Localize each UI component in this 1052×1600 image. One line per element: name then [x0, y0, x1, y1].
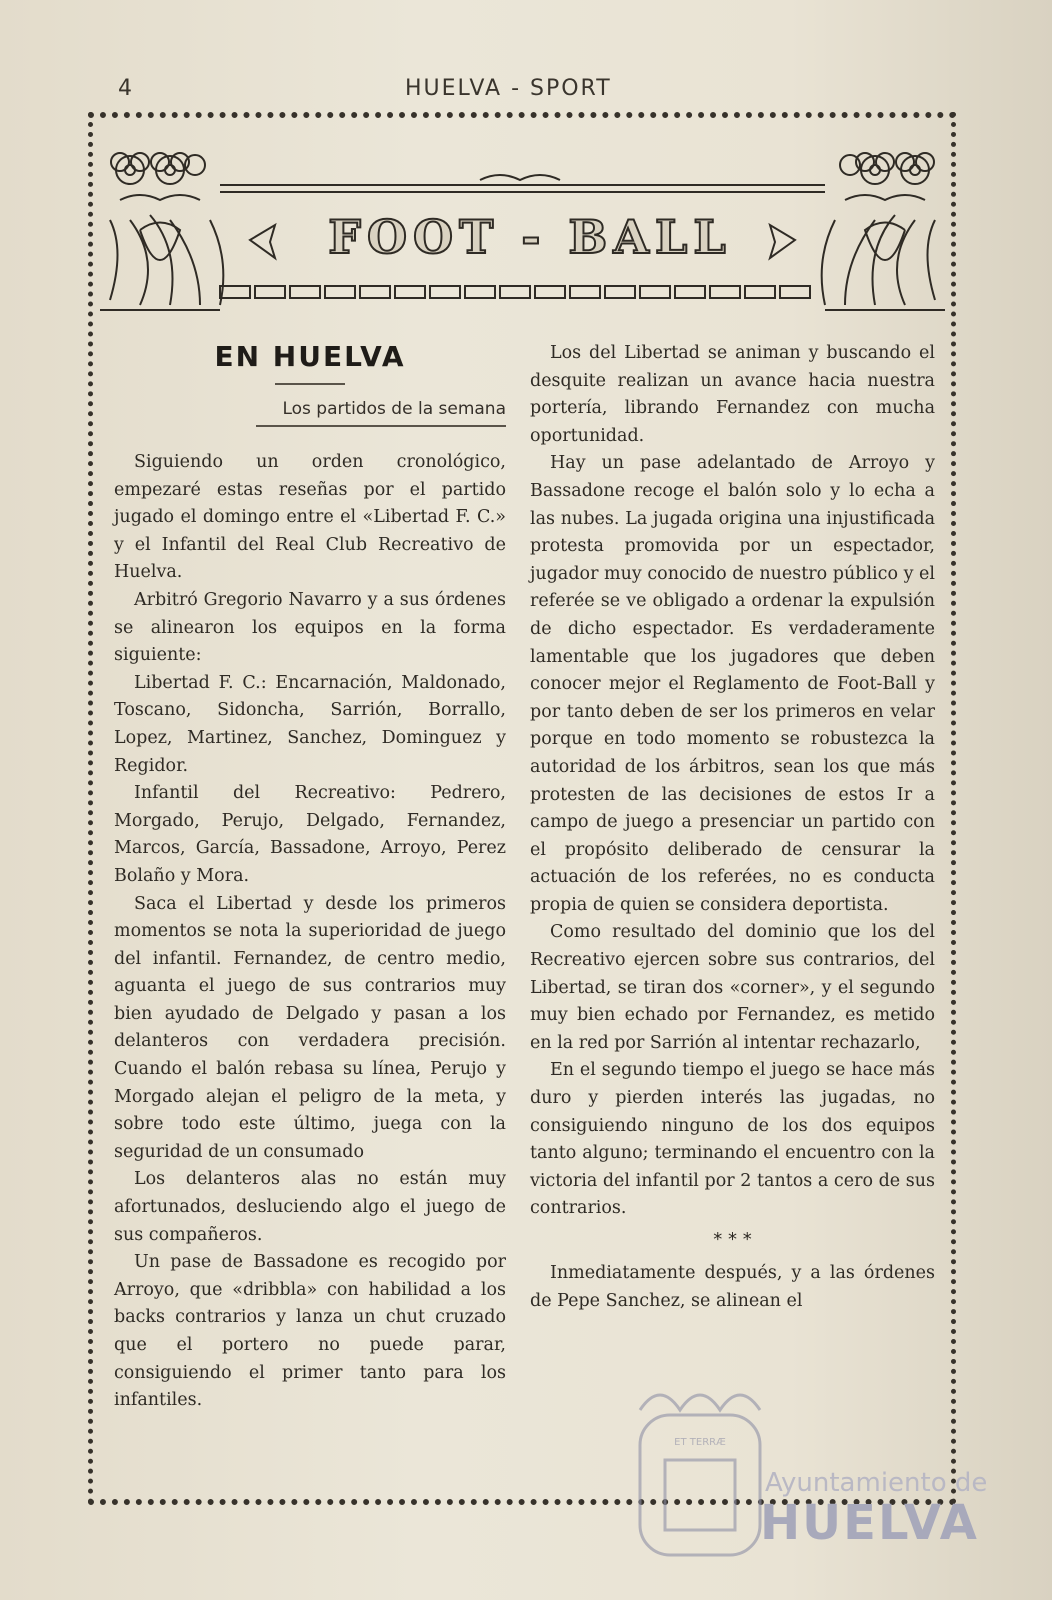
article-subtitle: Los partidos de la semana — [282, 399, 506, 419]
paragraph: Arbitró Gregorio Navarro y a sus órdenes se alinearon los equipos en la forma siguiente: — [114, 589, 506, 666]
section-header-title: FOOT - BALL — [328, 210, 732, 264]
subtitle-rule — [256, 425, 506, 427]
running-head: HUELVA - SPORT — [405, 76, 612, 101]
paragraph: Saca el Libertad y desde los primeros momentos se nota la superioridad de juego del infantil. Fernandez, de centro medio, aguanta el juego de sus contrarios muy bien ayudado de Delgado y pasan a los delanteros con verdadera precisión. Cuando el balón rebasa su línea, Perujo y Morgado alejan el peligro de la meta, y sobre todo este último, juega con la seguridad de un consumado — [114, 893, 506, 1162]
page-number: 4 — [118, 76, 132, 101]
left-column — [114, 340, 506, 1415]
title-rule — [275, 383, 345, 385]
section-separator: * * * — [713, 1229, 752, 1250]
paragraph: En el segundo tiempo el juego se hace más duro y pierden interés las jugadas, no consiguiendo ninguno de los dos equipos tanto alguno; terminando el encuentro con la victoria del infantil por 2 tantos a cero de sus contrarios. — [530, 1060, 935, 1219]
paragraph: Infantil del Recreativo: Pedrero, Morgado, Perujo, Delgado, Fernandez, Marcos, García, Bassadone, Arroyo, Perez Bolaño y Mora. — [114, 783, 506, 886]
watermark-line-1: Ayuntamiento de — [765, 1468, 988, 1498]
left-flower-ornament — [100, 153, 223, 310]
watermark-line-2: HUELVA — [760, 1495, 979, 1551]
paragraph: Como resultado del dominio que los del Recreativo ejercen sobre sus contrarios, del Libertad, se tiran dos «corner», y el segundo muy bien echado por Fernandez, es metido en la red por Sarrión al intentar rechazarlo, — [530, 922, 935, 1053]
paragraph: Libertad F. C.: Encarnación, Maldonado, Toscano, Sidoncha, Sarrión, Borrallo, Lopez, Martinez, Sanchez, Dominguez y Regidor. — [114, 672, 506, 776]
paragraph: Los delanteros alas no están muy afortunados, desluciendo algo el juego de sus compañeros. — [114, 1169, 506, 1245]
right-flower-ornament — [822, 153, 945, 310]
paragraph: Inmediatamente después, y a las órdenes de Pepe Sanchez, se alinean el — [530, 1263, 935, 1311]
article-title: EN HUELVA — [214, 340, 406, 373]
paragraph: Hay un pase adelantado de Arroyo y Bassadone recoge el balón solo y lo echa a las nubes. La jugada origina una injustificada protesta promovida por un espectador, jugador muy conocido de nuestro público y el referée se ve obligado a ordenar la expulsión de dicho espectador. Es verdaderamente lamentable que los jugadores que deben conocer mejor el Reglamento de Foot-Ball y por tanto deben de ser los primeros en velar porque en todo momento se robustezca la autoridad de los árbitros, sean los que más protesten de las decisiones de estos Ir a campo de juego a presenciar un partido con el propósito deliberado de censurar la actuación de los referées, no es conducta propia de quien se considera deportista. — [530, 453, 935, 915]
paragraph: Un pase de Bassadone es recogido por Arroyo, que «dribbla» con habilidad a los backs contrarios y lanza un chut cruzado que el portero no puede parar, consiguiendo el primer tanto para los infantiles. — [114, 1252, 506, 1411]
emblem-text: ET TERRÆ — [674, 1437, 726, 1448]
paragraph: Los del Libertad se animan y buscando el desquite realizan un avance hacia nuestra portería, librando Fernandez con mucha oportunidad. — [530, 343, 935, 446]
right-column — [530, 340, 935, 1315]
paragraph: Siguiendo un orden cronológico, empezaré estas reseñas por el partido jugado el domingo entre el «Libertad F. C.» y el Infantil del Real Club Recreativo de Huelva. — [114, 452, 506, 583]
